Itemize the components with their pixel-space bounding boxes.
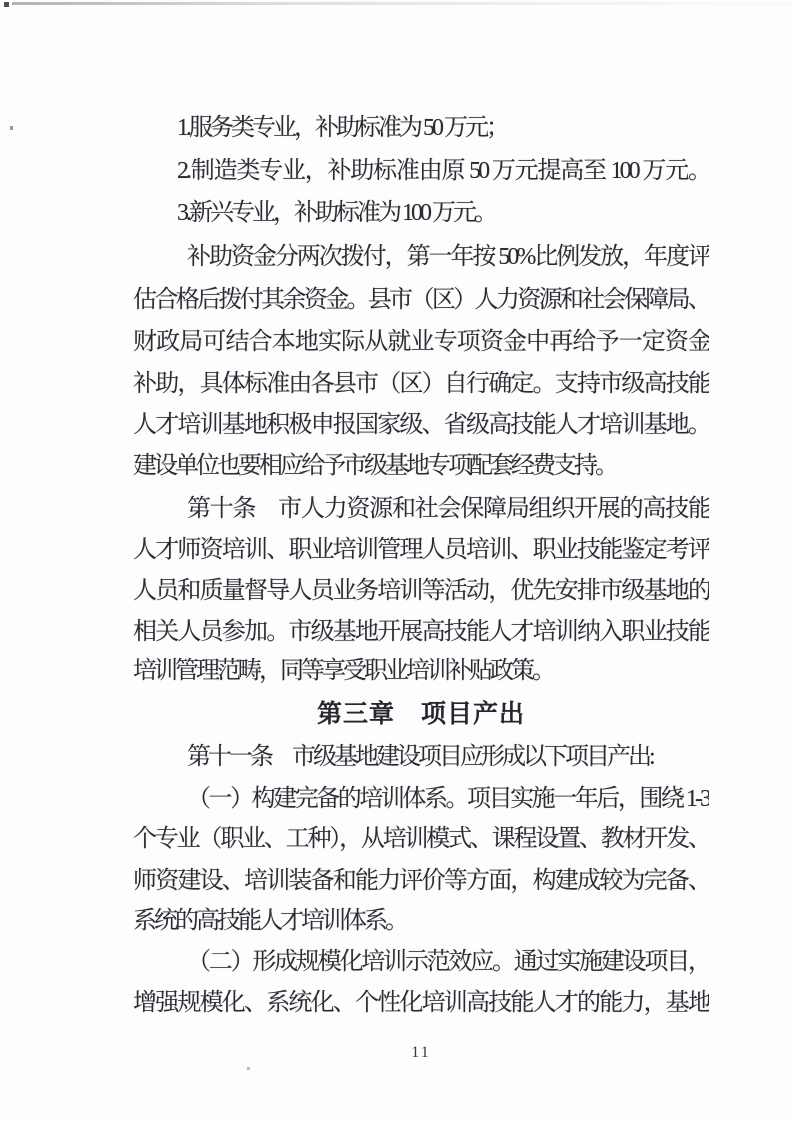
text-line: 系统的高技能人才培训体系。 [133,908,406,934]
text-line: 估合格后拨付其余资金。县市（区）人力资源和社会保障局、 [133,287,709,313]
text-line: 第十条 市人力资源和社会保障局组织开展的高技能 [187,496,709,522]
text-line: 第十一条 市级基地建设项目应形成以下项目产出: [187,744,653,770]
text-line: 人才培训基地积极申报国家级、省级高技能人才培训基地。 [133,412,709,438]
text-line: （二）形成规模化培训示范效应。通过实施建设项目， [187,949,709,975]
text-line: 2.制造类专业，补助标准由原 50 万元提高至 100 万元。 [177,158,709,184]
text-line: 人才师资培训、职业培训管理人员培训、职业技能鉴定考评 [133,537,709,563]
text-line: 补助，具体标准由各县市（区）自行确定。支持市级高技能 [133,371,709,397]
page-number: 11 [411,1044,431,1061]
text-line: 培训管理范畴，同等享受职业培训补贴政策。 [133,658,553,684]
chapter-heading: 第三章 项目产出 [316,700,525,728]
text-line: （一）构建完备的培训体系。项目实施一年后，围绕 1-3 [187,786,709,812]
scan-top-edge-artifact [12,2,791,5]
text-line: 增强规模化、系统化、个性化培训高技能人才的能力，基地 [133,990,709,1016]
scan-speck [4,2,9,7]
text-line: 人员和质量督导人员业务培训等活动，优先安排市级基地的 [133,578,709,604]
text-line: 补助资金分两次拨付，第一年按 50%比例发放，年度评 [187,244,709,270]
scan-speck [247,1067,250,1070]
text-line: 个专业（职业、工种），从培训模式、课程设置、教材开发、 [133,826,709,852]
text-line: 师资建设、培训装备和能力评价等方面，构建成较为完备、 [133,868,709,894]
text-line: 1.服务类专业，补助标准为 50 万元； [177,115,507,141]
text-line: 相关人员参加。市级基地开展高技能人才培训纳入职业技能 [133,619,709,645]
text-line: 财政局可结合本地实际从就业专项资金中再给予一定资金 [133,329,709,355]
text-line: 3.新兴专业，补助标准为 100 万元。 [177,200,495,226]
text-line: 建设单位也要相应给予市级基地专项配套经费支持。 [133,453,616,479]
scan-speck [10,126,13,130]
